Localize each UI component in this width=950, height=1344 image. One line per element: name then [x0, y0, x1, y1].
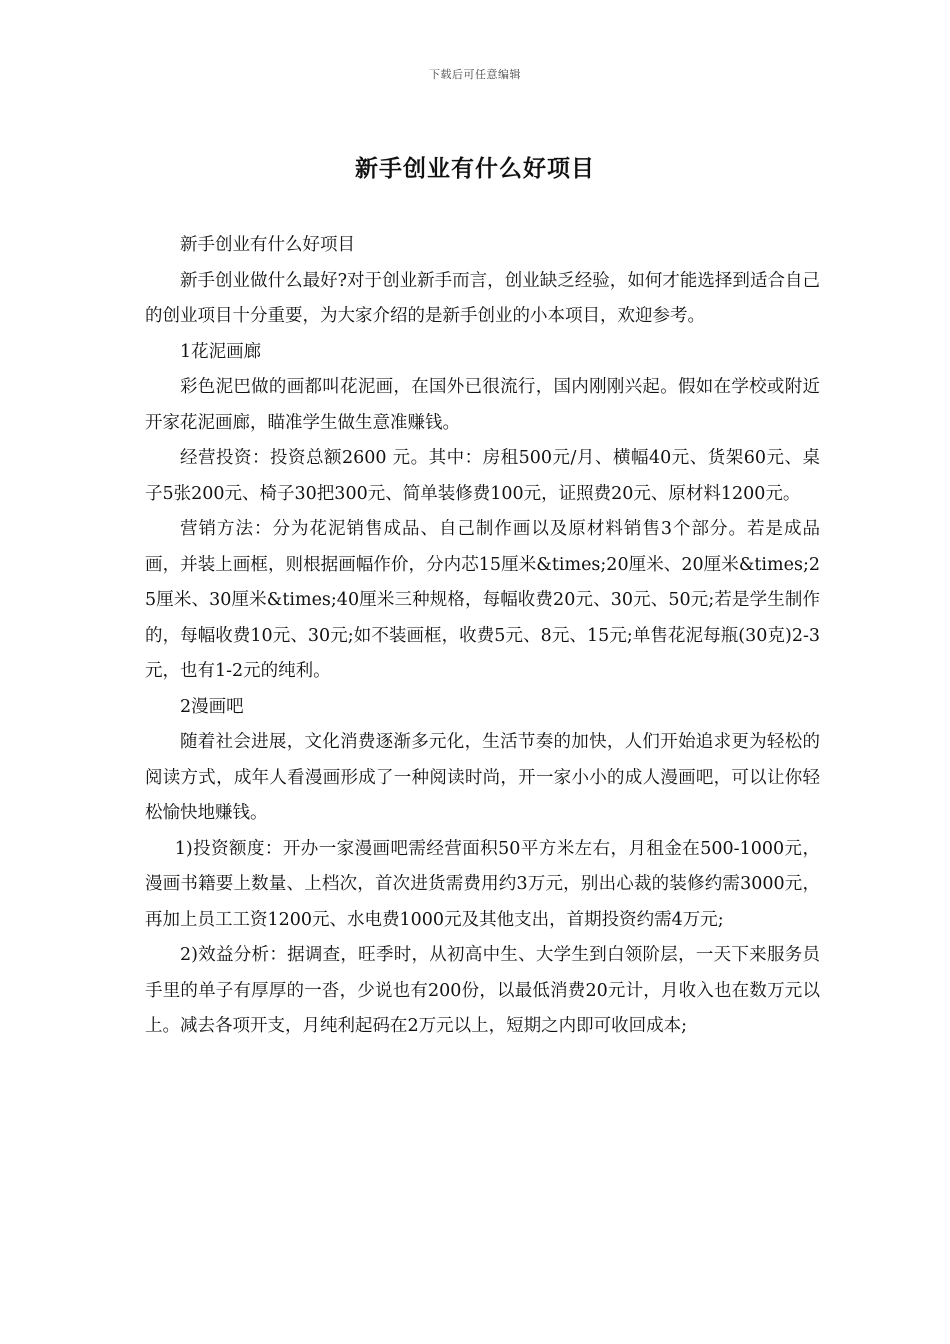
paragraph: 营销方法：分为花泥销售成品、自己制作画以及原材料销售3个部分。若是成品画，并装上画框，则根据画幅作价，分内芯15厘米&times;20厘米、20厘米&times;25厘米、30厘米&times;40厘米三种规格，每幅收费20元、30元、50元;若是学生制作的，每幅收费10元、30元;如不装画框，收费5元、8元、15元;单售花泥每瓶(30克)2-3元，也有1-2元的纯利。 [145, 519, 820, 681]
paragraph: 随着社会进展，文化消费逐渐多元化，生活节奏的加快，人们开始追求更为轻松的阅读方式，成年人看漫画形成了一种阅读时尚，开一家小小的成人漫画吧，可以让你轻松愉快地赚钱。 [145, 732, 820, 823]
paragraph: 2)效益分析：据调查，旺季时，从初高中生、大学生到白领阶层，一天下来服务员手里的单子有厚厚的一沓，少说也有200份，以最低消费20元计，月收入也在数万元以上。减去各项开支，月纯利起码在2万元以上，短期之内即可收回成本; [145, 945, 820, 1036]
paragraph: 新手创业做什么最好?对于创业新手而言，创业缺乏经验，如何才能选择到适合自己的创业项目十分重要，为大家介绍的是新手创业的小本项目，欢迎参考。 [145, 270, 820, 326]
paragraph: 1)投资额度：开办一家漫画吧需经营面积50平方米左右，月租金在500-1000元，漫画书籍要上数量、上档次，首次进货需费用约3万元，别出心裁的装修约需3000元，再加上员工工资1200元、水电费1000元及其他支出，首期投资约需4万元; [145, 838, 820, 930]
header-note: 下载后可任意编辑 [429, 68, 521, 81]
section-heading: 2漫画吧 [180, 696, 244, 717]
document-body [145, 228, 820, 1045]
document-title: 新手创业有什么好项目 [355, 156, 595, 182]
paragraph: 经营投资：投资总额2600 元。其中：房租500元/月、横幅40元、货架60元、桌子5张200元、椅子30把300元、简单装修费100元，证照费20元、原材料1200元。 [145, 448, 820, 504]
paragraph: 新手创业有什么好项目 [180, 235, 355, 255]
section-heading: 1花泥画廊 [180, 341, 262, 362]
paragraph: 彩色泥巴做的画都叫花泥画，在国外已很流行，国内刚刚兴起。假如在学校或附近开家花泥画廊，瞄准学生做生意准赚钱。 [145, 377, 820, 433]
